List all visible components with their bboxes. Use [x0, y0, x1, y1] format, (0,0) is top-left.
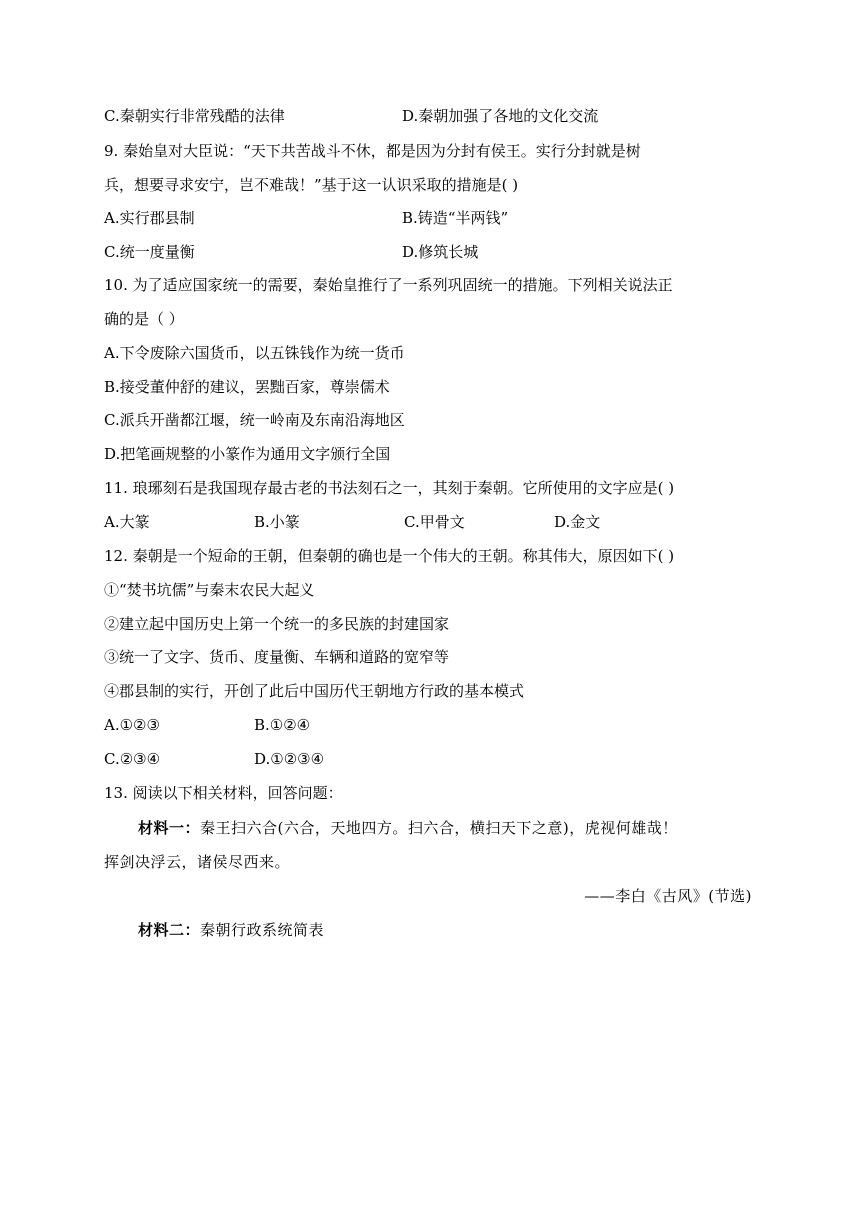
q10-stem-line2: 确的是（ ） [104, 310, 184, 328]
q13-material-1-line2: 挥剑决浮云，诸侯尽西来。 [104, 853, 291, 871]
q13-material-2 [138, 920, 324, 940]
q11-stem: 11. 琅琊刻石是我国现存最古老的书法刻石之一，其刻于秦朝。它所使用的文字应是( ) [104, 479, 675, 497]
q12-option-b[interactable]: B.①②④ [254, 716, 311, 734]
q10-option-c[interactable]: C.派兵开凿都江堰，统一岭南及东南沿海地区 [104, 411, 405, 429]
q12-item-3: ③统一了文字、货币、度量衡、车辆和道路的宽窄等 [104, 648, 450, 666]
q9-option-b[interactable]: B.铸造“半两钱” [402, 209, 509, 227]
q13-material-1-line1 [138, 818, 678, 838]
q8-option-d[interactable]: D.秦朝加强了各地的文化交流 [402, 107, 599, 125]
q9-stem-line2: 兵，想要寻求安宁，岂不难哉！”基于这一认识采取的措施是( ) [104, 176, 519, 194]
material-1-label: 材料一： [138, 819, 201, 837]
q10-stem-line1: 10. 为了适应国家统一的需要，秦始皇推行了一系列巩固统一的措施。下列相关说法正 [104, 276, 673, 294]
q13-material-1-source: ——李白《古风》(节选) [584, 887, 752, 905]
material-2-label: 材料二： [138, 921, 201, 939]
q11-option-d[interactable]: D.金文 [554, 513, 601, 531]
q11-option-a[interactable]: A.大篆 [104, 513, 150, 531]
q12-option-a[interactable]: A.①②③ [104, 716, 160, 734]
material-2-text: 秦朝行政系统简表 [200, 921, 325, 939]
q9-option-c[interactable]: C.统一度量衡 [104, 243, 195, 261]
q12-option-d[interactable]: D.①②③④ [254, 750, 325, 768]
q12-item-2: ②建立起中国历史上第一个统一的多民族的封建国家 [104, 615, 450, 633]
q11-option-c[interactable]: C.甲骨文 [404, 513, 465, 531]
q9-stem-line1: 9. 秦始皇对大臣说：“天下共苦战斗不休，都是因为分封有侯王。实行分封就是树 [104, 142, 641, 160]
q10-option-d[interactable]: D.把笔画规整的小篆作为通用文字颁行全国 [104, 445, 391, 463]
q9-option-d[interactable]: D.修筑长城 [402, 243, 479, 261]
q12-stem: 12. 秦朝是一个短命的王朝，但秦朝的确也是一个伟大的王朝。称其伟大，原因如下( ) [104, 547, 675, 565]
q12-item-1: ①“焚书坑儒”与秦末农民大起义 [104, 581, 315, 599]
q12-option-c[interactable]: C.②③④ [104, 750, 161, 768]
material-1-text: 秦王扫六合(六合，天地四方。扫六合，横扫天下之意)，虎视何雄哉！ [200, 819, 678, 837]
q10-option-b[interactable]: B.接受董仲舒的建议，罢黜百家，尊崇儒术 [104, 378, 390, 396]
q13-stem: 13. 阅读以下相关材料，回答问题： [104, 784, 343, 802]
q8-option-c[interactable]: C.秦朝实行非常残酷的法律 [104, 107, 285, 125]
q12-item-4: ④郡县制的实行，开创了此后中国历代王朝地方行政的基本模式 [104, 682, 525, 700]
q9-option-a[interactable]: A.实行郡县制 [104, 209, 195, 227]
q10-option-a[interactable]: A.下令废除六国货币，以五铢钱作为统一货币 [104, 344, 405, 362]
q11-option-b[interactable]: B.小篆 [254, 513, 300, 531]
